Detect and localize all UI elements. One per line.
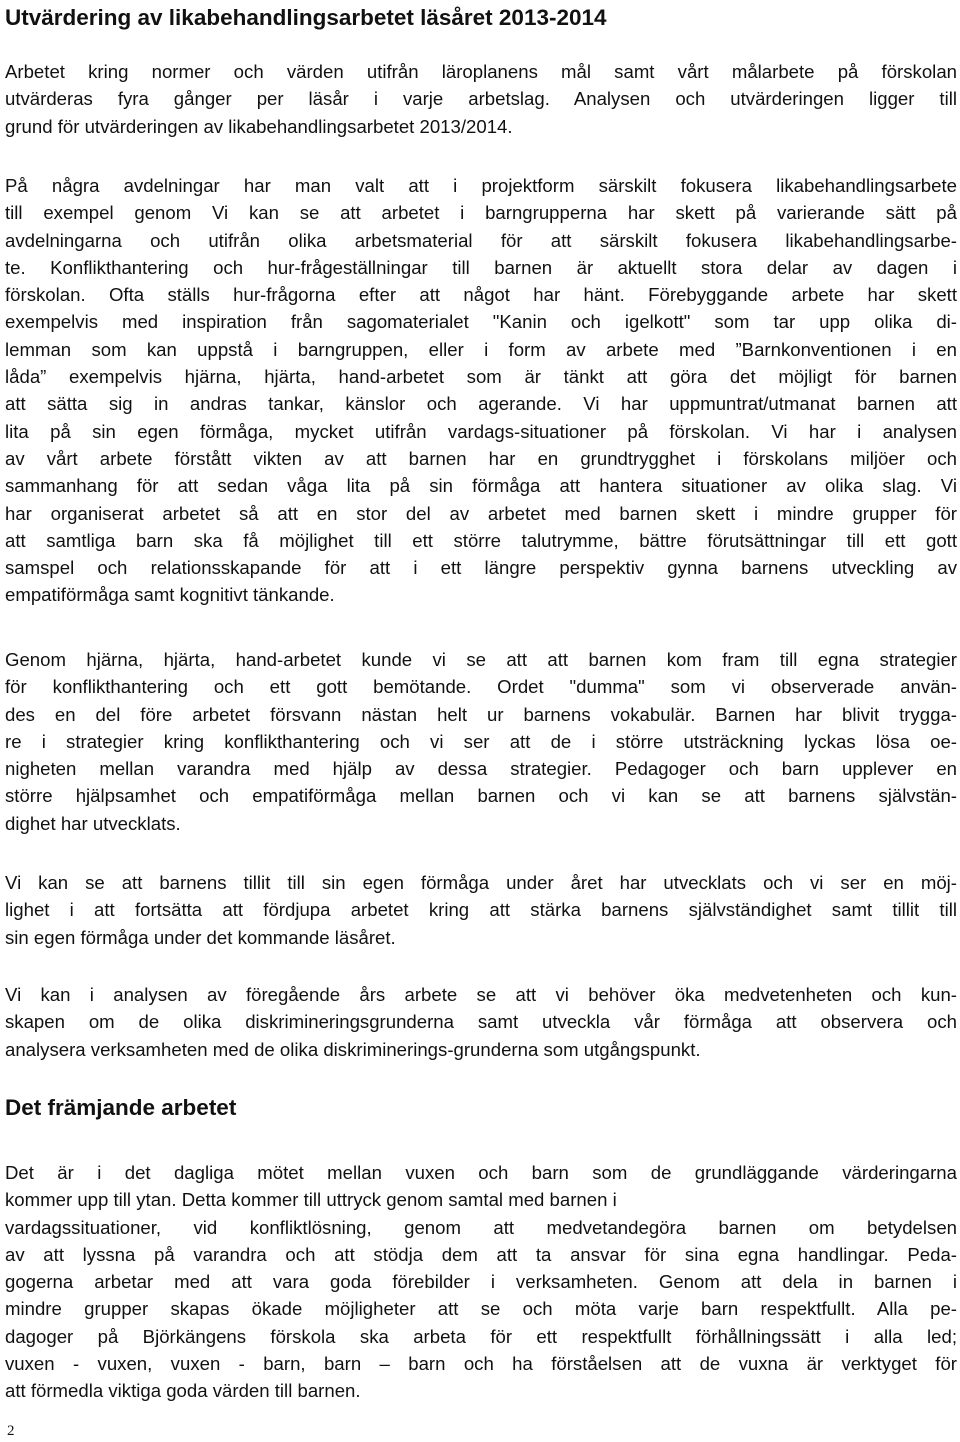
text-line: samspel och relationsskapande för att i ett längre perspektiv gynna barnens utveckling av	[5, 557, 957, 579]
text-line: re i strategier kring konflikthantering och vi ser att de i större utsträckning lyckas lösa oe-	[5, 730, 957, 752]
text-line: analysera verksamheten med de olika diskriminerings-grunderna som utgångspunkt.	[5, 1038, 701, 1060]
text-line: empatiförmåga samt kognitivt tänkande.	[5, 584, 335, 606]
text-line: mindre grupper skapas ökade möjligheter att se och möta varje barn respektfullt. Alla pe-	[5, 1298, 957, 1320]
text-line: På några avdelningar har man valt att i projektform särskilt fokusera likabehandlingsarbete	[5, 175, 957, 196]
text-line: avdelningarna och utifrån olika arbetsmaterial för att särskilt fokusera likabehandlingsarbe-	[5, 229, 957, 251]
text-line: att samtliga barn ska få möjlighet till ett större talutrymme, bättre förutsättningar till ett gott	[5, 529, 957, 551]
text-line: större hjälpsamhet och empatiförmåga mellan barnen och vi kan se att barnens självstän-	[5, 785, 957, 807]
text-line: lighet i att fortsätta att fördjupa arbetet kring att stärka barnens självständighet samt tillit till	[5, 899, 957, 921]
text-line: kommer upp till ytan. Detta kommer till uttryck genom samtal med barnen i	[5, 1189, 617, 1211]
text-line: sin egen förmåga under det kommande läsåret.	[5, 926, 396, 948]
text-line: dighet har utvecklats.	[5, 812, 181, 834]
text-line: att förmedla viktiga goda värden till barnen.	[5, 1380, 361, 1402]
text-line: lemman som kan uppstå i barngruppen, eller i form av arbete med ”Barnkonventionen i en	[5, 338, 957, 360]
text-line: att sätta sig in andras tankar, känslor och agerande. Vi har uppmuntrat/utmanat barnen att	[5, 393, 957, 415]
paragraph-3	[5, 869, 957, 951]
intro-paragraph	[5, 58, 957, 140]
text-line: te. Konflikthantering och hur-frågeställningar till barnen är aktuellt stora delar av dagen i	[5, 256, 957, 278]
text-line: förskolan. Ofta ställs hur-frågorna efter att något har hänt. Förebyggande arbete har skett	[5, 284, 957, 306]
text-line: för konflikthantering och ett gott bemötande. Ordet "dumma" som vi observerade använ-	[5, 676, 957, 698]
text-line: Vi kan i analysen av föregående års arbete se att vi behöver öka medvetenheten och kun-	[5, 984, 957, 1005]
text-line: sammanhang för att sedan våga lita på sin förmåga att hantera situationer av olika slag. Vi	[5, 475, 957, 497]
text-line: vuxen - vuxen, vuxen - barn, barn – barn och ha förståelsen att de vuxna är verktyget för	[5, 1353, 957, 1375]
text-line: av vårt arbete förstått vikten av att barnen har en grundtrygghet i förskolans miljöer och	[5, 447, 957, 469]
paragraph-5	[5, 1159, 957, 1405]
text-line: utvärderas fyra gånger per läsår i varje arbetslag. Analysen och utvärderingen ligger till	[5, 88, 957, 110]
text-line: låda” exempelvis hjärna, hjärta, hand-arbetet som är tänkt att göra det möjligt för barnen	[5, 366, 957, 388]
paragraph-2	[5, 646, 957, 837]
text-line: exempelvis med inspiration från sagomaterialet "Kanin och igelkott" som tar upp olika di-	[5, 311, 957, 333]
text-line: Vi kan se att barnens tillit till sin egen förmåga under året har utvecklats och vi ser en möj-	[5, 872, 957, 893]
text-line: skapen om de olika diskrimineringsgrunderna samt utveckla vår förmåga att observera och	[5, 1011, 957, 1033]
text-line: Det är i det dagliga mötet mellan vuxen och barn som de grundläggande värderingarna	[5, 1162, 957, 1183]
text-line: gogerna arbetar med att vara goda förebilder i verksamheten. Genom att dela in barnen i	[5, 1271, 957, 1293]
document-title: Utvärdering av likabehandlingsarbetet läsåret 2013-2014	[5, 5, 607, 30]
section-heading: Det främjande arbetet	[5, 1095, 237, 1120]
text-line: Arbetet kring normer och värden utifrån läroplanens mål samt vårt målarbete på förskolan	[5, 61, 957, 82]
text-line: har organiserat arbetet så att en stor del av arbetet med barnen skett i mindre grupper för	[5, 502, 957, 524]
text-line: nigheten mellan varandra med hjälp av dessa strategier. Pedagoger och barn upplever en	[5, 758, 957, 780]
text-line: grund för utvärderingen av likabehandlingsarbetet 2013/2014.	[5, 115, 513, 137]
text-line: dagoger på Björkängens förskola ska arbeta för ett respektfullt förhållningssätt i alla led;	[5, 1325, 957, 1347]
paragraph-1	[5, 172, 957, 609]
text-line: Genom hjärna, hjärta, hand-arbetet kunde vi se att att barnen kom fram till egna strategier	[5, 649, 957, 670]
paragraph-4	[5, 981, 957, 1063]
text-line: lita på sin egen förmåga, mycket utifrån vardags-situationer på förskolan. Vi har i analysen	[5, 420, 957, 442]
text-line: vardagssituationer, vid konfliktlösning, genom att medvetandegöra barnen om betydelsen	[5, 1216, 957, 1238]
text-line: av att lyssna på varandra och att stödja dem att ta ansvar för sina egna handlingar. Peda-	[5, 1243, 957, 1265]
page-number: 2	[7, 1423, 15, 1439]
text-line: till exempel genom Vi kan se att arbetet i barngrupperna har skett på varierande sätt på	[5, 202, 957, 224]
text-line: des en del före arbetet försvann nästan helt ur barnens vokabulär. Barnen har blivit trygga-	[5, 703, 957, 725]
